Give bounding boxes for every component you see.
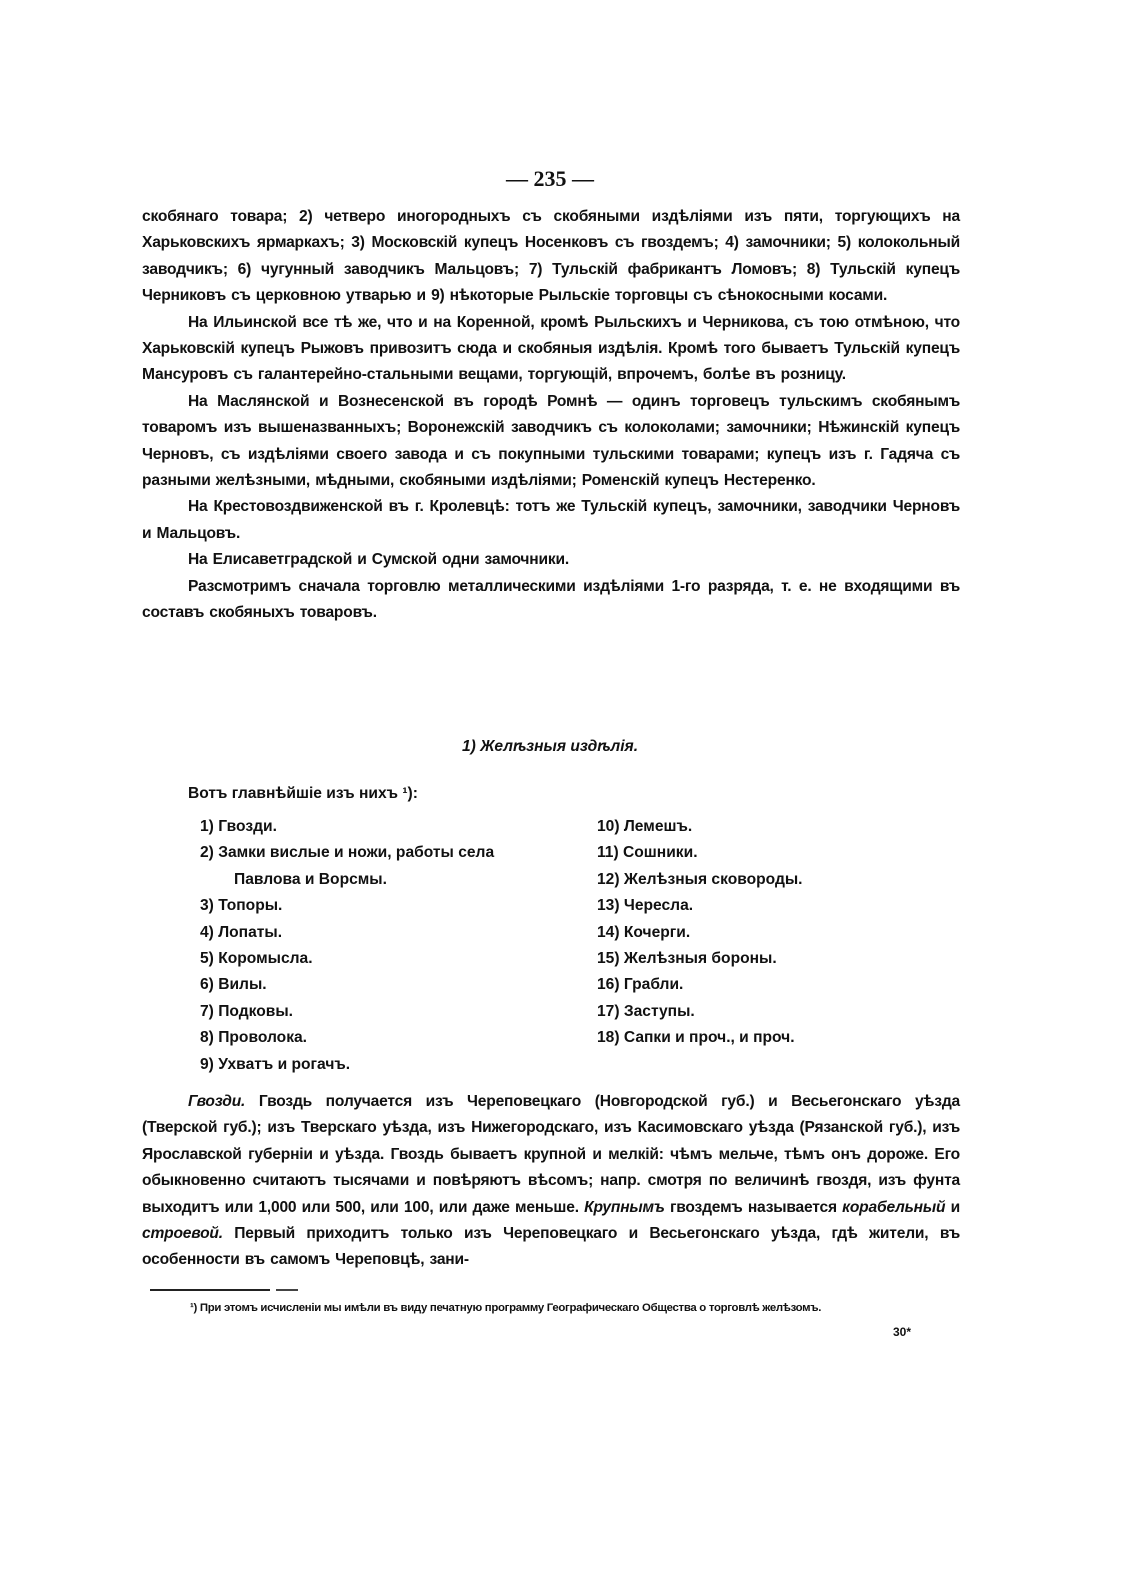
list-item-continuation: Павлова и Ворсмы.	[234, 870, 387, 888]
list-item: 5) Коромысла.	[200, 950, 313, 968]
emphasis: строевой.	[142, 1225, 223, 1243]
list-item: 18) Сапки и проч., и проч.	[597, 1029, 795, 1047]
list-item: 12) Желѣзныя сковороды.	[597, 870, 803, 888]
items-list-left	[200, 814, 494, 1078]
list-item: 7) Подковы.	[200, 1002, 293, 1020]
paragraph: На Маслянской и Вознесенской въ городѣ Ромнѣ — одинъ торговецъ тульскимъ скобянымъ товаромъ изъ вышеназванныхъ; Воронежскій заводчикъ съ колоколами; замочники; Нѣжинскій купецъ Черновъ, съ издѣліями своего завода и съ покупными тульскими товарами; купецъ изъ г. Гадяча съ разными желѣзными, мѣдными, скобяными издѣліями; Роменскій купецъ Нестеренко.	[142, 392, 960, 490]
list-item: 15) Желѣзныя бороны.	[597, 950, 777, 968]
section-heading: 1) Желѣзныя издѣлія.	[461, 738, 639, 755]
nails-lead: Гвозди.	[188, 1093, 246, 1110]
paragraph: скобянаго товара; 2) четверо иногородныхъ съ скобяными издѣліями изъ пяти, торгующихъ на Харьковскихъ ярмаркахъ; 3) Московскій купецъ Носенковъ съ гвоздемъ; 4) замочники; 5) колокольный заводчикъ; 6) чугунный заводчикъ Мальцовъ; 7) Тульскій фабрикантъ Ломовъ; 8) Тульскій купецъ Черниковъ съ церковною утварью и 9) нѣкоторые Рыльскіе торговцы съ сѣнокосными косами.	[142, 208, 960, 305]
list-item: 1) Гвозди.	[200, 818, 277, 835]
body-text-nails	[142, 1089, 960, 1274]
paragraph: Разсмотримъ сначала торговлю металлическими издѣліями 1-го разряда, т. е. не входящими въ составъ скобяныхъ товаровъ.	[142, 577, 960, 622]
list-item: 9) Ухватъ и рогачъ.	[200, 1055, 351, 1073]
list-item: 2) Замки вислые и ножи, работы села	[200, 844, 495, 862]
list-item: 16) Грабли.	[597, 976, 684, 994]
list-item: 8) Проволока.	[200, 1029, 308, 1047]
list-item: 17) Заступы.	[597, 1002, 695, 1020]
list-item: 14) Кочерги.	[597, 923, 691, 941]
paragraph: На Елисаветградской и Сумской одни замочники.	[188, 551, 569, 569]
text: и	[945, 1198, 960, 1216]
items-list-right	[597, 814, 803, 1052]
list-item: 10) Лемешъ.	[597, 818, 693, 835]
footnote-divider	[150, 1289, 270, 1291]
list-item: 11) Сошники.	[597, 844, 698, 862]
text: гвоздемъ называется	[664, 1198, 843, 1216]
list-item: 13) Чересла.	[597, 897, 694, 915]
list-item: 3) Топоры.	[200, 897, 283, 915]
list-item: 4) Лопаты.	[200, 923, 283, 941]
page-number: — 235 —	[506, 166, 594, 191]
body-text-top	[142, 204, 960, 627]
text: Гвоздь получается изъ Череповецкаго (Новгородской губ.) и Весьегонскаго уѣзда (Тверской губ.); изъ Тверскаго уѣзда, изъ Нижегородскаго, изъ Касимовскаго уѣзда (Рязанской губ.), изъ Ярославской губерніи и уѣзда. Гвоздь бываетъ крупной и мелкій: чѣмъ мельче, тѣмъ онъ дороже. Его обыкновенно считаютъ тысячами и повѣряютъ вѣсомъ; напр. смотря по величинѣ гвоздя, изъ фунта выходитъ или 1,000 или 500, или 100, или даже меньше.	[142, 1093, 960, 1216]
list-item: 6) Вилы.	[200, 976, 267, 994]
footnote: ¹) При этомъ исчисленіи мы имѣли въ виду печатную программу Географическаго Общества о торговлѣ желѣзомъ.	[190, 1302, 822, 1314]
footnote-divider	[276, 1289, 298, 1291]
emphasis: корабельный	[842, 1198, 946, 1216]
list-intro: Вотъ главнѣйшіе изъ нихъ ¹):	[188, 785, 418, 802]
paragraph: На Крестовоздвиженской въ г. Кролевцѣ: тотъ же Тульскій купецъ, замочники, заводчики Черновъ и Мальцовъ.	[142, 498, 960, 542]
paragraph-nails	[142, 1089, 960, 1274]
emphasis: Крупнымъ	[584, 1198, 665, 1216]
text: Первый приходитъ только изъ Череповецкаго и Весьегонскаго уѣзда, гдѣ жители, въ особенности въ самомъ Череповцѣ, зани-	[142, 1225, 960, 1269]
signature-mark: 30*	[893, 1325, 912, 1339]
paragraph: На Ильинской все тѣ же, что и на Коренной, кромѣ Рыльскихъ и Черникова, съ тою отмѣною, что Харьковскій купецъ Рыжовъ привозитъ сюда и скобяныя издѣлія. Кромѣ того бываетъ Тульскій купецъ Мансуровъ съ галантерейно-стальными вещами, торгующій, впрочемъ, болѣе въ розницу.	[142, 313, 960, 384]
